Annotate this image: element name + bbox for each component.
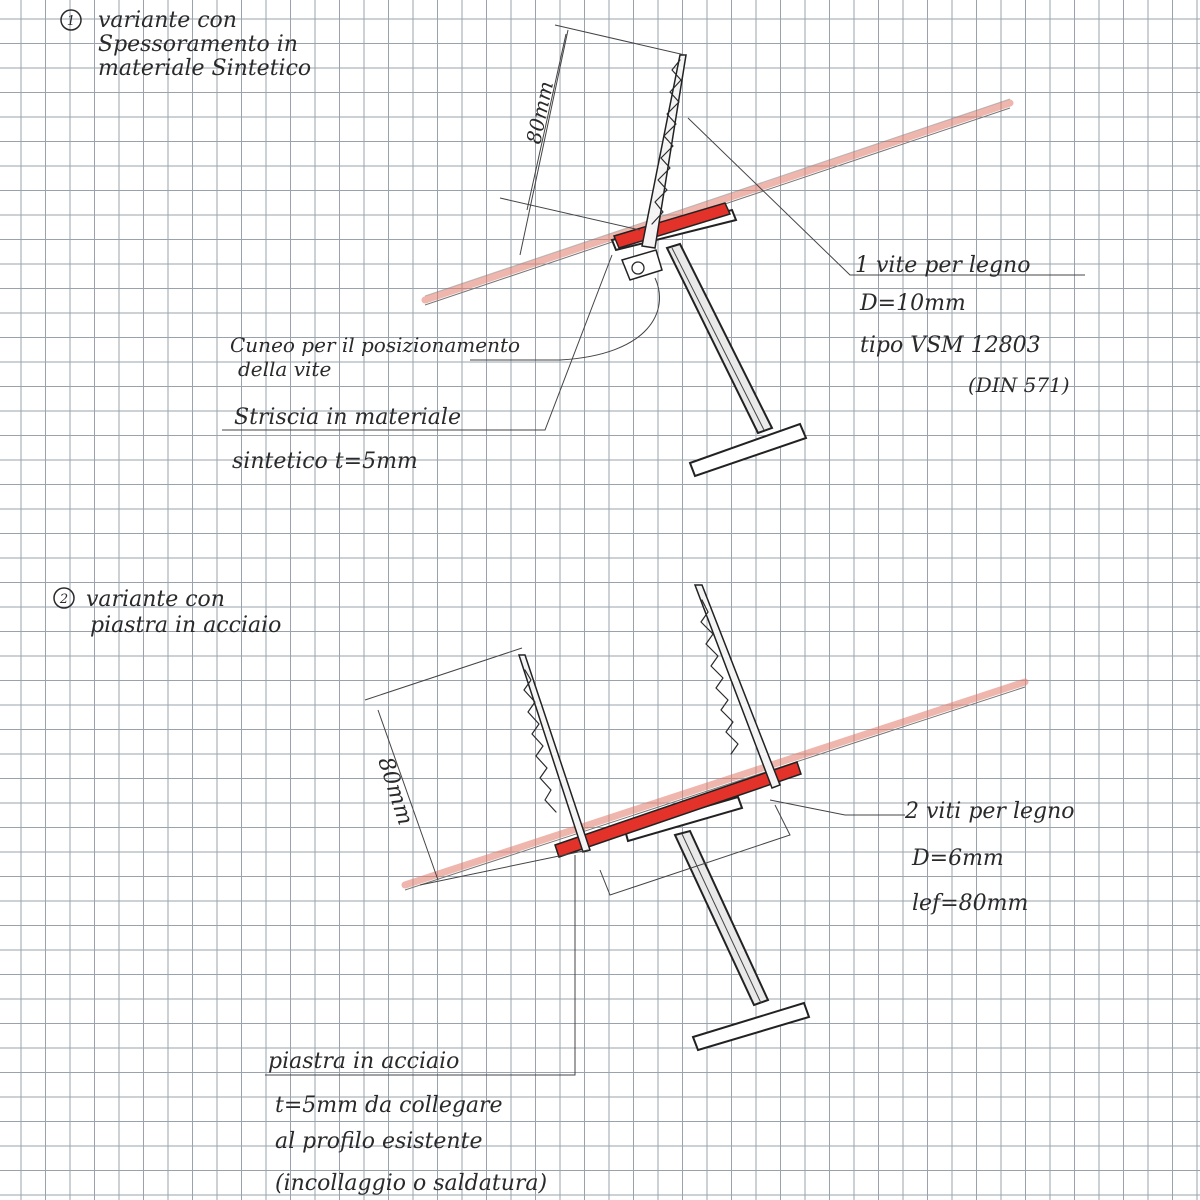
variant-2-plate-label-line3: al profilo esistente [275,1129,483,1154]
variant-2-screws-label-line1: 2 viti per legno [905,799,1075,824]
variant-2-title-line2: piastra in acciaio [90,613,282,638]
variant-2-wood-screw-left [519,655,590,852]
variant-2-plate-label-line1: piastra in acciaio [268,1049,460,1074]
variant-2-plate-label-line2: t=5mm da collegare [275,1093,503,1118]
variant-1-strip-label-line2: sintetico t=5mm [232,449,418,474]
variant-1-title-line2: Spessoramento in [98,32,298,57]
variant-1-title-line3: materiale Sintetico [98,56,312,81]
variant-2-screws-leader [770,800,905,815]
variant-2-dimension-label: 80mm [372,754,418,829]
variant-2-steel-beam [625,797,809,1050]
variant-1-number: 1 [66,14,76,29]
variant-1-group [61,8,1085,476]
variant-1-screw-label-line4: (DIN 571) [968,373,1070,397]
variant-2-screws-label-line2: D=6mm [912,846,1004,871]
variant-1-wedge-label-line1: Cuneo per il posizionamento [230,333,521,357]
variant-1-screw-label-line1: 1 vite per legno [855,253,1031,278]
variant-2-title-line1: variante con [86,587,225,612]
variant-2-screws-label-line3: lef=80mm [912,891,1029,916]
variant-2-plate-label-line4: (incollaggio o saldatura) [275,1171,548,1196]
variant-1-wedge-label-line2: della vite [238,357,332,381]
variant-1-dimension-label: 80mm [521,79,559,147]
variant-2-plate-leader [265,855,575,1075]
variant-2-number: 2 [59,592,69,607]
variant-2-wood-screw-right [695,585,780,788]
variant-1-steel-beam [612,210,806,476]
variant-1-screw-label-line2: D=10mm [860,291,966,316]
variant-2-group [54,585,1075,1196]
variant-1-screw-label-line3: tipo VSM 12803 [860,333,1041,358]
variant-1-strip-label-line1: Striscia in materiale [234,405,461,430]
variant-1-title-line1: variante con [98,8,237,33]
